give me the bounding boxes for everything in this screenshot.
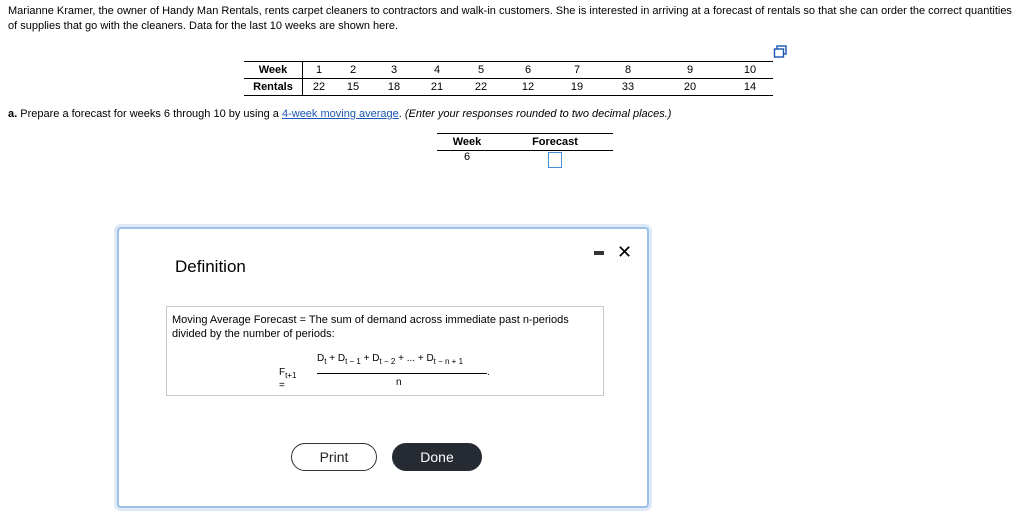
part-a-period: . — [398, 108, 402, 120]
rentals-cell: 20 — [653, 79, 727, 96]
moving-average-link[interactable]: 4-week moving average — [281, 108, 399, 120]
part-a-label: a. — [8, 108, 18, 120]
done-button[interactable]: Done — [392, 443, 482, 471]
forecast-table — [437, 133, 613, 173]
week-row — [244, 62, 773, 79]
part-a-question — [8, 108, 671, 120]
week-cell: 2 — [335, 62, 371, 79]
week-cell: 6 — [505, 62, 551, 79]
rentals-cell: 12 — [505, 79, 551, 96]
week-cell: 8 — [603, 62, 653, 79]
rentals-cell: 21 — [417, 79, 457, 96]
definition-dialog — [117, 227, 649, 508]
formula-period: . — [487, 367, 490, 378]
print-button[interactable]: Print — [291, 443, 377, 471]
week-cell: 10 — [727, 62, 773, 79]
week-cell: 1 — [303, 62, 336, 79]
forecast-value-header: Forecast — [497, 134, 613, 151]
week-row-header: Week — [244, 62, 303, 79]
table-row — [437, 151, 613, 174]
part-a-note: (Enter your responses rounded to two decimal places.) — [404, 108, 672, 120]
definition-text: Moving Average Forecast = The sum of demand across immediate past n-periods divided by the number of periods: — [172, 314, 569, 340]
close-icon[interactable]: ✕ — [617, 242, 633, 262]
definition-box — [166, 306, 604, 396]
dialog-title: Definition — [175, 257, 246, 276]
forecast-week-cell: 6 — [463, 151, 471, 163]
rentals-cell: 18 — [371, 79, 417, 96]
fraction-line — [317, 373, 487, 374]
rentals-cell: 22 — [457, 79, 505, 96]
rentals-cell: 33 — [603, 79, 653, 96]
rentals-row-header: Rentals — [244, 79, 303, 96]
formula-numerator: $D_t + D_{t - 1} + D_{t - 2}$ + ... + $D_{t - n + 1}$ — [317, 353, 464, 366]
forecast-input[interactable] — [548, 152, 562, 168]
week-cell: 9 — [653, 62, 727, 79]
formula-denominator: n — [396, 377, 402, 388]
part-a-text: Prepare a forecast for weeks 6 through 10 by using a — [20, 108, 279, 120]
rentals-cell: 14 — [727, 79, 773, 96]
minimize-icon[interactable] — [594, 251, 604, 255]
rentals-cell: 22 — [303, 79, 336, 96]
rentals-row — [244, 79, 773, 96]
problem-intro: Marianne Kramer, the owner of Handy Man Rentals, rents carpet cleaners to contractors and walk-in customers. She is interested in arriving at a forecast of rentals so that she can order the correct quantities of supplies that go with the cleaners. Data for the last 10 weeks are shown here. — [8, 5, 1012, 32]
week-cell: 4 — [417, 62, 457, 79]
week-cell: 5 — [457, 62, 505, 79]
week-cell: 3 — [371, 62, 417, 79]
week-cell: 7 — [551, 62, 603, 79]
rentals-cell: 19 — [551, 79, 603, 96]
copy-icon[interactable] — [773, 45, 789, 59]
forecast-week-header: Week — [437, 134, 497, 151]
rentals-data-table — [244, 61, 773, 96]
rentals-cell: 15 — [335, 79, 371, 96]
formula-lhs: $F_{t+1}$ = — [279, 367, 297, 391]
